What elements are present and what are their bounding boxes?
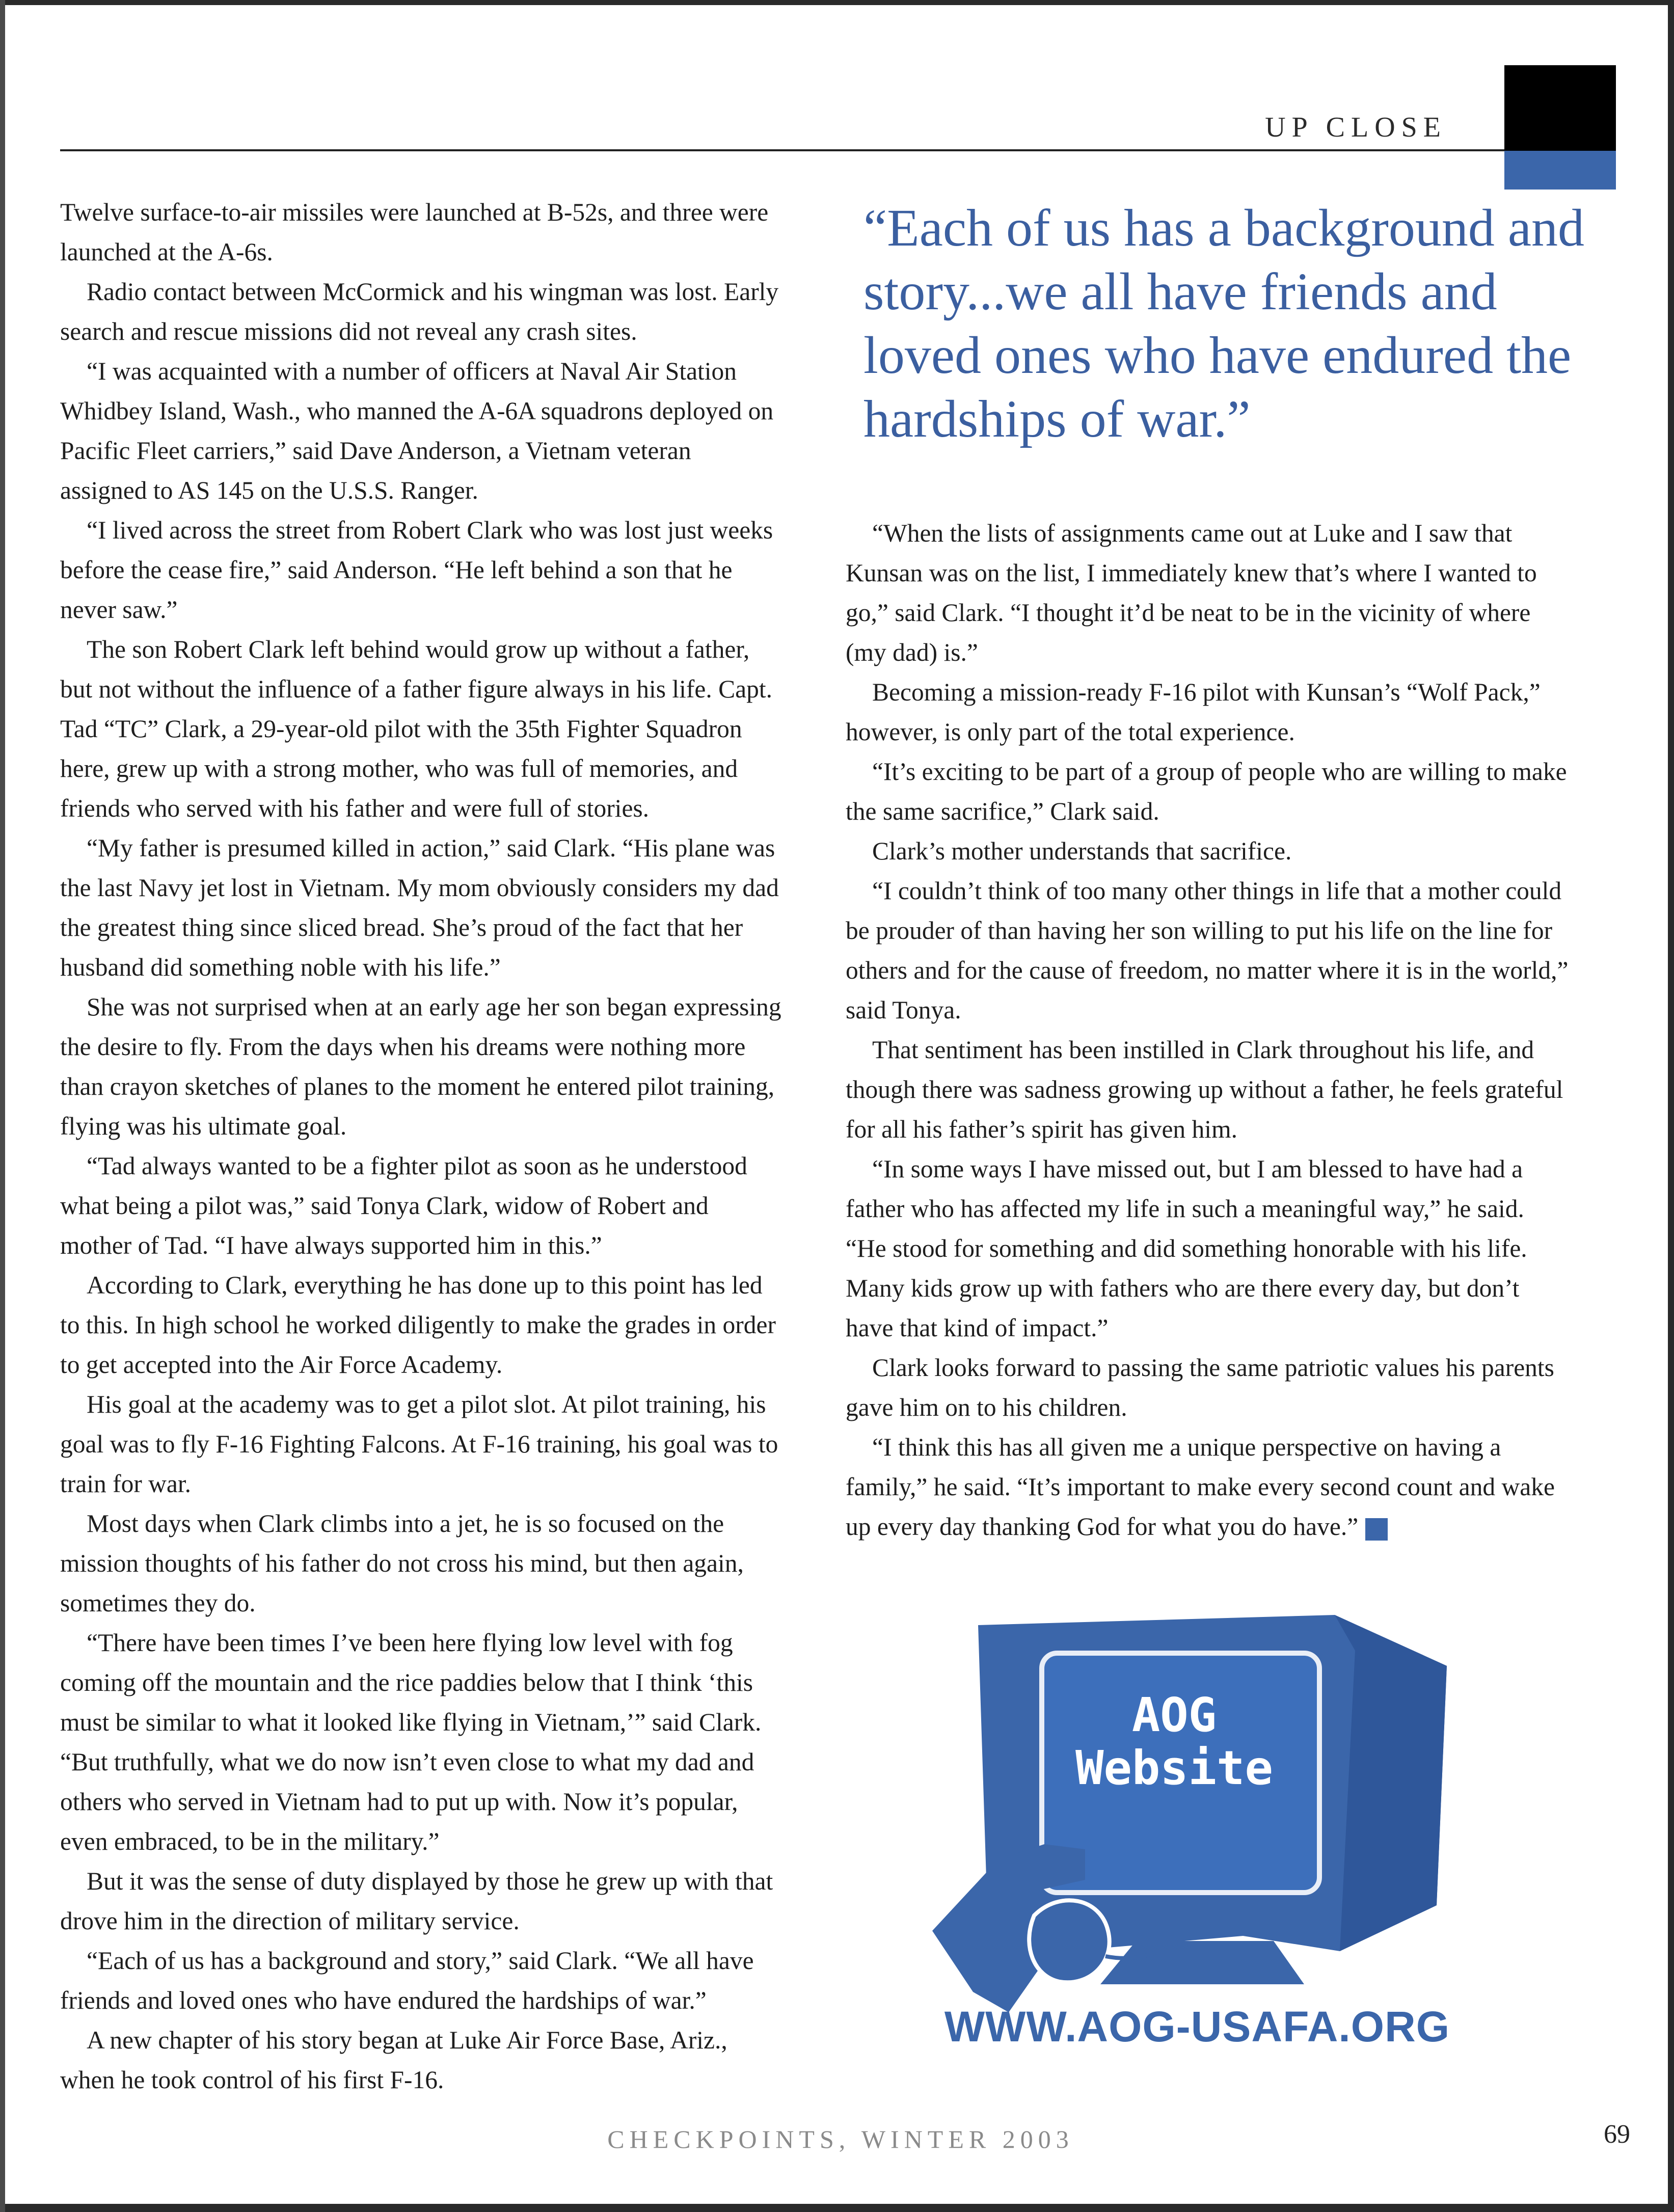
scan-edge-left	[0, 0, 5, 2212]
paragraph: “It’s exciting to be part of a group of people who are willing to make the same sacrifice,” Clark said.	[846, 758, 1567, 825]
paragraph-text: “I think this has all given me a unique perspective on having a family,” he said. “It’s important to make every second count and wake up every day thanking God for what you do have.”	[846, 1433, 1555, 1541]
paragraph: “I lived across the street from Robert Clark who was lost just weeks before the cease fire,” said Anderson. “He left behind a son that he never saw.”	[60, 516, 773, 624]
ad-title-line1: AOG	[1131, 1688, 1217, 1742]
paragraph-last	[846, 1427, 1569, 1547]
scan-edge-bottom	[0, 2204, 1674, 2212]
paragraph: “There have been times I’ve been here flying low level with fog coming off the mountain and the rice paddies below that I think ‘this must be similar to what it looked like flying in Vietnam,’” said Clark. “But truthfully, what we do now isn’t even close to what my dad and others who served in Vietnam had to put up with. Now it’s popular, even embraced, to be in the military.”	[60, 1629, 762, 1855]
footer-publication: CHECKPOINTS, WINTER 2003	[607, 2125, 1074, 2153]
paragraph: “I couldn’t think of too many other things in life that a mother could be prouder of than having her son willing to put his life on the line for others and for the cause of freedom, no matter where it is in the world,” said Tonya.	[846, 877, 1569, 1024]
scan-edge-right	[1668, 0, 1674, 2212]
header-blue-block	[1504, 151, 1616, 190]
header-rule	[60, 149, 1504, 151]
header-black-block	[1504, 65, 1616, 151]
paragraph: “Tad always wanted to be a fighter pilot as soon as he understood what being a pilot was,” said Tonya Clark, widow of Robert and mother of Tad. “I have always supported him in this.”	[60, 1152, 747, 1259]
paragraph: According to Clark, everything he has done up to this point has led to this. In high school he worked diligently to make the grades in order to get accepted into the Air Force Academy.	[60, 1271, 776, 1379]
paragraph: Radio contact between McCormick and his wingman was lost. Early search and rescue missions did not reveal any crash sites.	[60, 278, 779, 345]
scan-edge-top	[0, 0, 1674, 5]
ad-title-line2: Website	[1075, 1741, 1273, 1795]
paragraph: The son Robert Clark left behind would grow up without a father, but not without the influence of a father figure always in his life. Capt. Tad “TC” Clark, a 29-year-old pilot with the 35th Fighter Squadron here, grew up with a strong mother, who was full of memories, and friends who served with his father and were full of stories.	[60, 635, 772, 822]
paragraph: His goal at the academy was to get a pilot slot. At pilot training, his goal was to fly F-16 Fighting Falcons. At F-16 training, his goal was to train for war.	[60, 1390, 778, 1498]
page-number: 69	[1604, 2120, 1630, 2149]
paragraph: Clark looks forward to passing the same patriotic values his parents gave him on to his children.	[846, 1354, 1554, 1421]
left-column	[60, 193, 784, 2100]
paragraph: She was not surprised when at an early age her son began expressing the desire to fly. From the days when his dreams were nothing more than crayon sketches of planes to the moment he entered pilot training, flying was his ultimate goal.	[60, 993, 781, 1140]
paragraph: That sentiment has been instilled in Clark throughout his life, and though there was sadness growing up without a father, he feels grateful for all his father’s spirit has given him.	[846, 1036, 1563, 1143]
right-column	[846, 514, 1569, 1547]
end-mark-check-icon: ✓	[1365, 1518, 1388, 1541]
paragraph: Clark’s mother understands that sacrifice.	[872, 837, 1292, 865]
aog-website-ad[interactable]	[917, 1605, 1477, 2079]
pull-quote: “Each of us has a background and story...we all have friends and loved ones who have endured the hardships of war.”	[863, 199, 1585, 448]
ad-title	[1060, 1689, 1289, 1795]
section-label: UP CLOSE	[1265, 112, 1447, 143]
paragraph: “My father is presumed killed in action,” said Clark. “His plane was the last Navy jet lost in Vietnam. My mom obviously considers my dad the greatest thing since sliced bread. She’s proud of the fact that her husband did something noble with his life.”	[60, 834, 779, 981]
paragraph: A new chapter of his story began at Luke Air Force Base, Ariz., when he took control of his first F-16.	[60, 2026, 727, 2094]
paragraph: Becoming a mission-ready F-16 pilot with Kunsan’s “Wolf Pack,” however, is only part of the total experience.	[846, 678, 1541, 746]
paragraph: “Each of us has a background and story,” said Clark. “We all have friends and loved ones who have endured the hardships of war.”	[60, 1947, 754, 2014]
ad-url-link[interactable]: WWW.AOG-USAFA.ORG	[944, 2003, 1450, 2051]
paragraph: Most days when Clark climbs into a jet, he is so focused on the mission thoughts of his father do not cross his mind, but then again, sometimes they do.	[60, 1509, 744, 1617]
paragraph: “In some ways I have missed out, but I am blessed to have had a father who has affected my life in such a meaningful way,” he said. “He stood for something and did something honorable with his life. Many kids grow up with fathers who are there every day, but don’t have that kind of impact.”	[846, 1155, 1527, 1342]
paragraph: Twelve surface-to-air missiles were launched at B-52s, and three were launched at the A-6s.	[60, 198, 769, 266]
paragraph: “When the lists of assignments came out at Luke and I saw that Kunsan was on the list, I immediately knew that’s where I wanted to go,” said Clark. “I thought it’d be neat to be in the vicinity of where (my dad) is.”	[846, 519, 1537, 666]
paragraph: “I was acquainted with a number of officers at Naval Air Station Whidbey Island, Wash., who manned the A-6A squadrons deployed on Pacific Fleet carriers,” said Dave Anderson, a Vietnam veteran assigned to AS 145 on the U.S.S. Ranger.	[60, 357, 774, 504]
paragraph: But it was the sense of duty displayed by those he grew up with that drove him in the direction of military service.	[60, 1867, 773, 1935]
